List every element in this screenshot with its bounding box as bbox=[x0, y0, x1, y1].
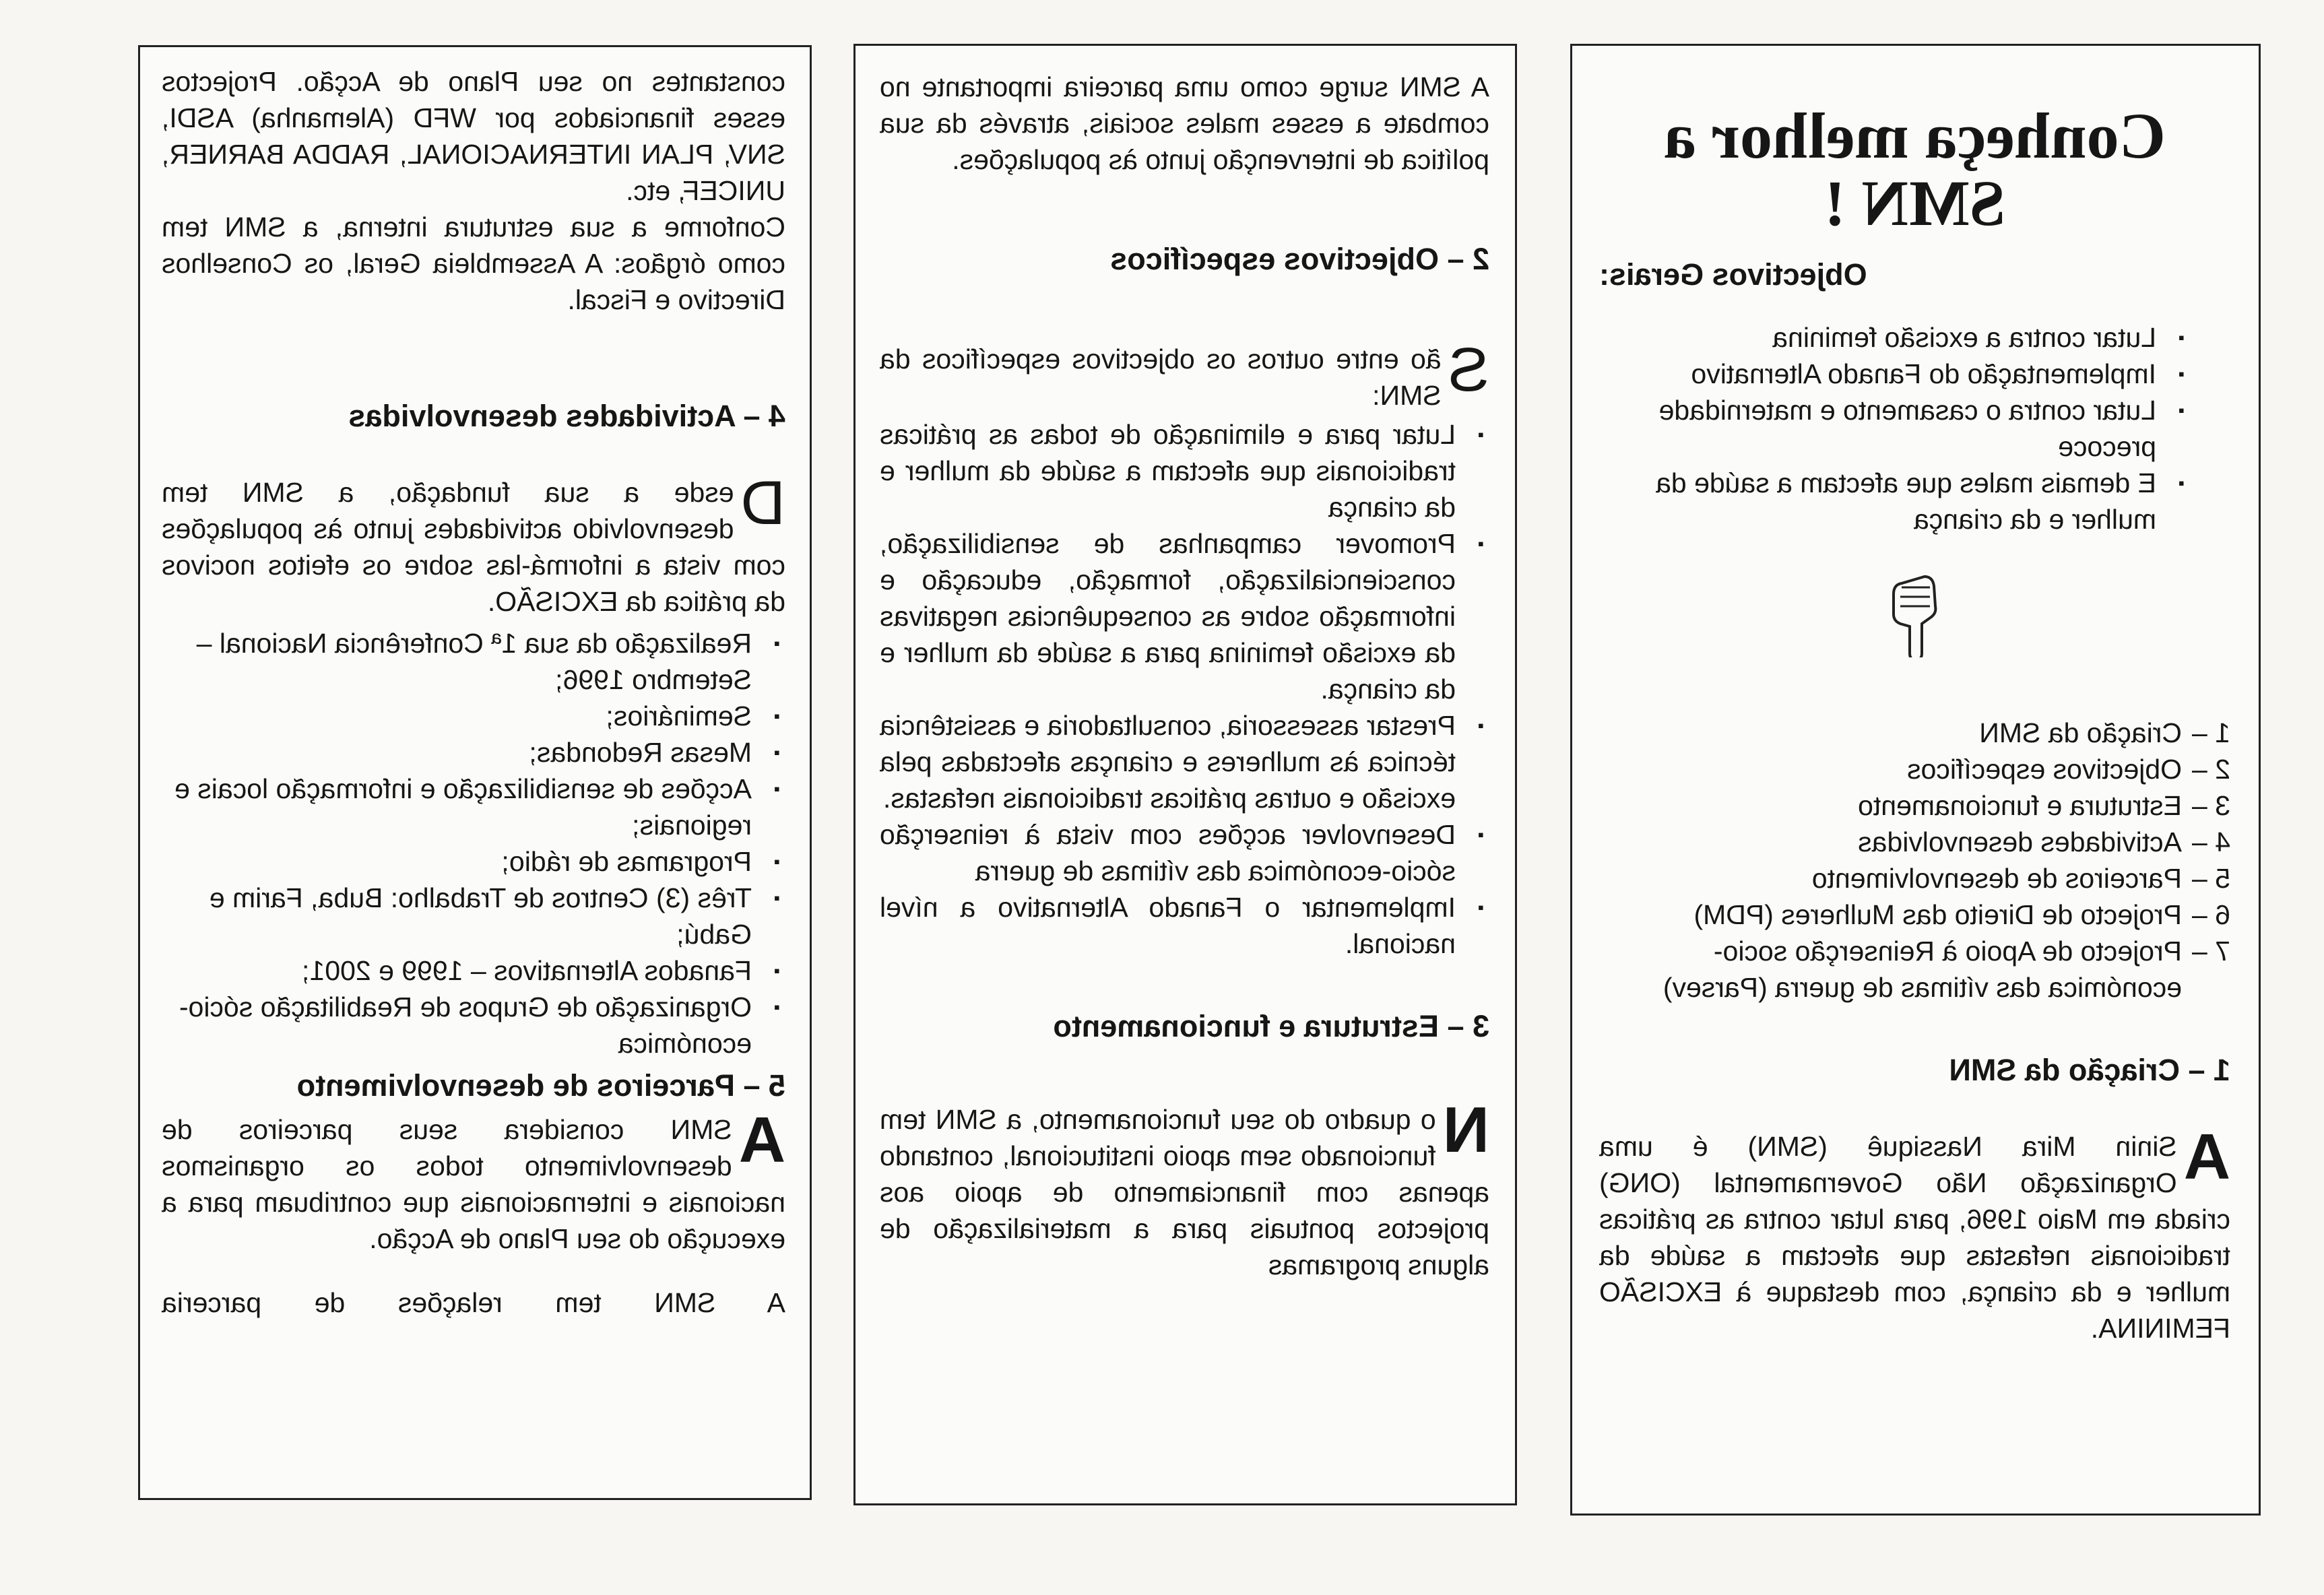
list-item: ▪ Lutar para e eliminação de todas as práticas tradicionais que afectam a saúde da mulher e da criança bbox=[880, 416, 1489, 525]
title-line-1: Conheça melhor a bbox=[1664, 100, 2166, 172]
objectivos-gerais-heading: Objectivos Gerais: bbox=[1599, 257, 1867, 292]
brochure-title bbox=[1599, 102, 2230, 237]
list-item: ▪ Fanados Alternativos – 1999 e 2001; bbox=[162, 952, 785, 989]
toc-item: 3 –Estrutura e funcionamento bbox=[1858, 790, 2230, 821]
list-item: ▪ Acções de sensibilização e informação locais e regionais; bbox=[162, 771, 785, 843]
list-item: ▪ Promover campanhas de sensibilização, consciencialização, formação, educação e informação sobre as consequências negativas da excisão feminina para a saúde da mulher e da criança. bbox=[880, 525, 1489, 707]
list-item: ▪ Prestar assessoria, consultadoria e assistência técnica às mulheres e crianças afectadas pela excisão e outras práticas tradicionais nefastas. bbox=[880, 707, 1489, 816]
drop-cap: N bbox=[1442, 1094, 1489, 1166]
list-item: ▪ Lutar contra o casamento e maternidade precoce bbox=[1599, 392, 2190, 465]
objectivos-especificos-list bbox=[880, 416, 1489, 962]
list-item: ▪ Lutar contra a excisão feminina bbox=[1599, 319, 2190, 356]
toc-item: 4 –Actividades desenvolvidas bbox=[1858, 826, 2230, 857]
partners-continued-text: constantes no seu Plano de Acção. Projectos esses financiados por WFD (Alemanha) ASDI, SNV, PLAN INTERNACIONAL, RADDA BARNER, UNICEF, etc. bbox=[162, 66, 785, 206]
list-item: ▪ Mesas Redondas; bbox=[162, 734, 785, 771]
section-1-heading: 1 – Criação da SMN bbox=[1949, 1053, 2230, 1087]
drop-cap: A bbox=[2183, 1121, 2230, 1193]
pointing-hand-icon bbox=[1599, 570, 2230, 661]
section-5-heading: 5 – Parceiros de desenvolvimento bbox=[296, 1068, 785, 1103]
section-5-text: A SMN considera seus parceiros de desenvolvimento todos os organismos nacionais e internacionais que contribuam para a execução do seu Plano de Acção. bbox=[162, 1104, 785, 1254]
toc-item: 7 – Projecto de Apoio à Reinserção socio-económica das vítimas de guerra (Parsev) bbox=[1663, 936, 2230, 1003]
list-item: ▪ Realização da sua 1ª Conferência Nacional – Setembro 1996; bbox=[162, 625, 785, 698]
list-item: ▪ Implementar o Fanado Alternativo a nível nacional. bbox=[880, 889, 1489, 962]
list-item: ▪ Desenvolver acções com vista à reinserção sócio-económica das vítimas de guerra bbox=[880, 816, 1489, 889]
list-item: ▪ Organização de Grupos de Reabilitação sócio-económica bbox=[162, 989, 785, 1062]
section-2-heading: 2 – Objectivos específicos bbox=[1110, 242, 1489, 276]
section-4-text: D esde a sua fundação, a SMN tem desenvolvido actividades junto às populações com vista a informá-las sobre os efeitos nocivos da prática da EXCISÃO. bbox=[162, 469, 785, 617]
list-item: ▪ Três (3) Centros de Trabalho: Buba, Farim e Gabú; bbox=[162, 880, 785, 952]
drop-cap: S bbox=[1448, 335, 1489, 404]
list-item: ▪ Programas de rádio; bbox=[162, 843, 785, 880]
section-5-tail: A SMN tem relações de parceria bbox=[162, 1287, 785, 1318]
toc-item: 1 –Criação da SMN bbox=[1979, 717, 2230, 748]
actividades-list bbox=[162, 625, 785, 1062]
table-of-contents bbox=[1599, 715, 2230, 1006]
section-3-text: N o quadro do seu funcionamento, a SMN tem funcionado sem apoio institucional, contando apenas com financiamento de apoio aos projectos pontuais para a materialização de alguns programas bbox=[880, 1094, 1489, 1280]
drop-cap: D bbox=[740, 469, 785, 538]
structure-text: Conforme a sua estrutura interna, a SMN tem como órgãos: A Assembleia Geral, os Conselhos Directivo e Fiscal. bbox=[162, 211, 785, 315]
panel-middle bbox=[853, 44, 1517, 1505]
toc-item: 5 –Parceiros de desenvolvimento bbox=[1811, 863, 2230, 894]
middle-intro: A SMN surge como uma parceira importante no combate a esses males sociais, através da sua política de intervenção junto às populações. bbox=[880, 71, 1489, 175]
section-2-intro: S ão entre outros os objectivos específicos da SMN: bbox=[880, 335, 1489, 411]
section-3-heading: 3 – Estrutura e funcionamento bbox=[1053, 1009, 1489, 1043]
list-item: ▪ Implementação do Fanado Alternativo bbox=[1599, 356, 2190, 392]
toc-item: 2 –Objectivos específicos bbox=[1907, 754, 2230, 785]
drop-cap: A bbox=[738, 1104, 785, 1176]
section-1-text: A Sinin Mira Nassiquê (SMN) é uma Organização Não Governamental (ONG) criada em Maio 1996, para lutar contra as práticas tradicionais nefastas que afectam a saúde da mulher e da criança, com destaque à EXCISÃO FEMININA. bbox=[1599, 1121, 2230, 1344]
list-item: ▪ E demais males que afectam a saúde da mulher e da criança bbox=[1599, 465, 2190, 538]
objectivos-gerais-list bbox=[1599, 319, 2230, 538]
title-line-2: SMN ! bbox=[1823, 167, 2006, 239]
panel-back bbox=[138, 45, 812, 1500]
list-item: ▪ Seminários; bbox=[162, 698, 785, 734]
toc-item: 6 –Projecto de Direito das Mulheres (PDM) bbox=[1693, 899, 2230, 930]
section-4-heading: 4 – Actividades desenvolvidas bbox=[348, 399, 785, 433]
panel-cover bbox=[1570, 44, 2261, 1516]
